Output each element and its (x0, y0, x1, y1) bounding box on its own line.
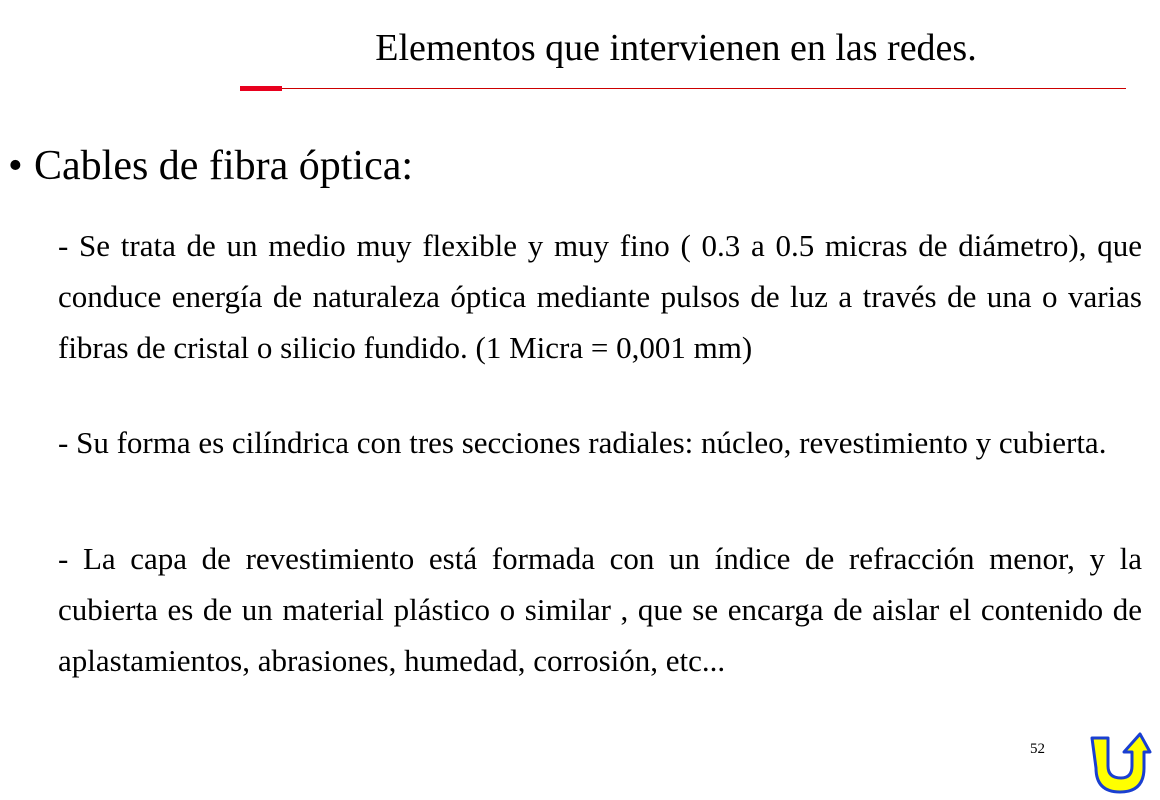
paragraph-definition: - Se trata de un medio muy flexible y muy fino ( 0.3 a 0.5 micras de diámetro), que conduce energía de naturaleza óptica mediante pulsos de luz a través de una o varias fibras de cristal o silicio fundido. (1 Micra = 0,001 mm) (58, 228, 1142, 365)
return-button[interactable] (1088, 732, 1152, 794)
paragraph-cladding: - La capa de revestimiento está formada con un índice de refracción menor, y la cubierta es de un material plástico o similar , que se encarga de aislar el contenido de aplastamientos, abrasiones, humedad, corrosión, etc... (58, 541, 1142, 678)
section-heading (8, 140, 413, 192)
page-number: 52 (1030, 741, 1045, 757)
paragraph-structure: - Su forma es cilíndrica con tres secciones radiales: núcleo, revestimiento y cubierta. (58, 425, 1107, 460)
section-heading-text: Cables de fibra óptica: (34, 143, 414, 189)
bullet-marker: • (8, 143, 23, 189)
title-underline (240, 88, 1126, 89)
u-turn-arrow-icon (1088, 732, 1152, 794)
title-underline-accent (240, 86, 282, 91)
slide-title: Elementos que intervienen en las redes. (375, 27, 977, 69)
